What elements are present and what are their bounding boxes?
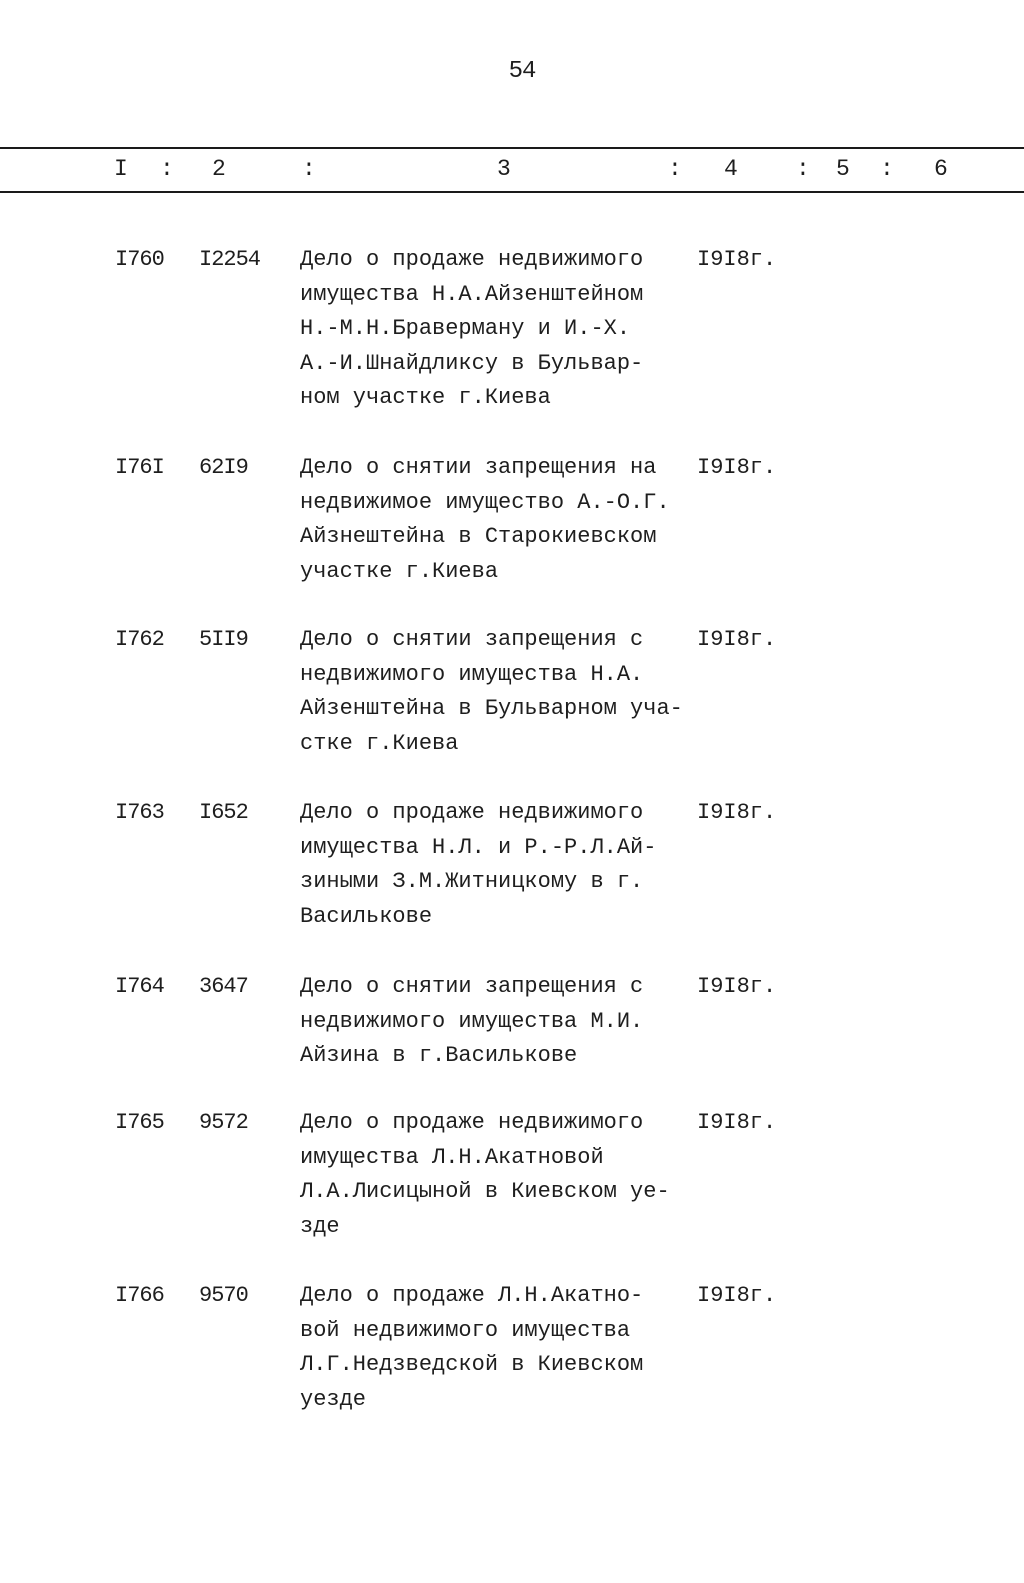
description-line: Дело о продаже недвижимого xyxy=(300,800,644,825)
entry-description xyxy=(300,623,700,761)
description-line: Л.А.Лисицыной в Киевском уе- xyxy=(300,1179,670,1204)
description-line: участке г.Киева xyxy=(300,558,499,584)
description-line: Дело о снятии запрещения с xyxy=(300,974,644,999)
column-separator: : xyxy=(160,156,174,182)
description-line: Н.-М.Н.Браверману и И.-Х. xyxy=(300,316,631,341)
description-line: имущества Л.Н.Акатновой xyxy=(300,1144,604,1170)
header-top-rule xyxy=(0,147,1024,149)
entry-year: I9I8г. xyxy=(697,247,777,272)
description-line: Айзенштейна в Бульварном уча- xyxy=(300,696,683,721)
description-line: А.-И.Шнайдликсу в Бульвар- xyxy=(300,350,644,376)
description-line: Дело о продаже недвижимого xyxy=(300,247,644,272)
description-line: имущества Н.А.Айзенштейном xyxy=(300,281,644,307)
entry-number: I76I xyxy=(115,455,164,480)
entry-number: I763 xyxy=(115,800,164,825)
description-line: Дело о снятии запрещения с xyxy=(300,627,644,652)
column-header-2: 2 xyxy=(212,156,226,182)
entry-description xyxy=(300,796,700,934)
description-line: стке г.Киева xyxy=(300,730,459,756)
entry-description xyxy=(300,1279,700,1417)
entry-year: I9I8г. xyxy=(697,1110,777,1135)
entry-number: I766 xyxy=(115,1283,164,1308)
entry-reference: 5II9 xyxy=(199,627,248,652)
description-line: недвижимого имущества М.И. xyxy=(300,1008,644,1034)
entry-reference: 3647 xyxy=(199,974,248,999)
description-line: Дело о снятии запрещения на xyxy=(300,455,657,480)
column-separator: : xyxy=(796,156,810,182)
description-line: недвижимое имущество А.-О.Г. xyxy=(300,489,670,515)
description-line: уезде xyxy=(300,1386,367,1412)
description-line: зиными З.М.Житницкому в г. xyxy=(300,869,644,894)
entry-year: I9I8г. xyxy=(697,800,777,825)
entry-year: I9I8г. xyxy=(697,974,777,999)
entry-year: I9I8г. xyxy=(697,627,777,652)
description-line: недвижимого имущества Н.А. xyxy=(300,661,644,687)
entry-reference: I2254 xyxy=(199,247,261,272)
entry-description xyxy=(300,451,700,589)
header-bottom-rule xyxy=(0,191,1024,193)
column-separator: : xyxy=(302,156,316,182)
page-number: 54 xyxy=(508,58,536,85)
column-header-6: 6 xyxy=(934,156,948,182)
description-line: Л.Г.Недзведской в Киевском xyxy=(300,1352,644,1377)
description-line: Дело о продаже Л.Н.Акатно- xyxy=(300,1283,644,1308)
column-header-I: I xyxy=(114,156,128,182)
description-line: имущества Н.Л. и Р.-Р.Л.Ай- xyxy=(300,834,657,860)
description-line: Дело о продаже недвижимого xyxy=(300,1110,644,1135)
entry-number: I765 xyxy=(115,1110,164,1135)
entry-number: I764 xyxy=(115,974,164,999)
entry-description xyxy=(300,1106,700,1244)
column-separator: : xyxy=(880,156,894,182)
entry-reference: 9572 xyxy=(199,1110,248,1135)
column-header-5: 5 xyxy=(836,156,850,182)
description-line: Айзнештейна в Старокиевском xyxy=(300,524,657,549)
entry-description xyxy=(300,970,700,1074)
entry-year: I9I8г. xyxy=(697,1283,777,1308)
entry-reference: I652 xyxy=(199,800,248,825)
description-line: зде xyxy=(300,1213,340,1239)
column-separator: : xyxy=(668,156,682,182)
entry-description xyxy=(300,243,700,416)
description-line: Айзина в г.Василькове xyxy=(300,1043,578,1068)
column-header-3: 3 xyxy=(497,156,511,182)
entry-year: I9I8г. xyxy=(697,455,777,480)
column-header-4: 4 xyxy=(724,156,738,182)
description-line: вой недвижимого имущества xyxy=(300,1317,631,1343)
entry-reference: 9570 xyxy=(199,1283,248,1308)
description-line: Василькове xyxy=(300,903,433,929)
entry-number: I760 xyxy=(115,247,164,272)
entry-reference: 62I9 xyxy=(199,455,248,480)
entry-number: I762 xyxy=(115,627,164,652)
description-line: ном участке г.Киева xyxy=(300,385,551,410)
